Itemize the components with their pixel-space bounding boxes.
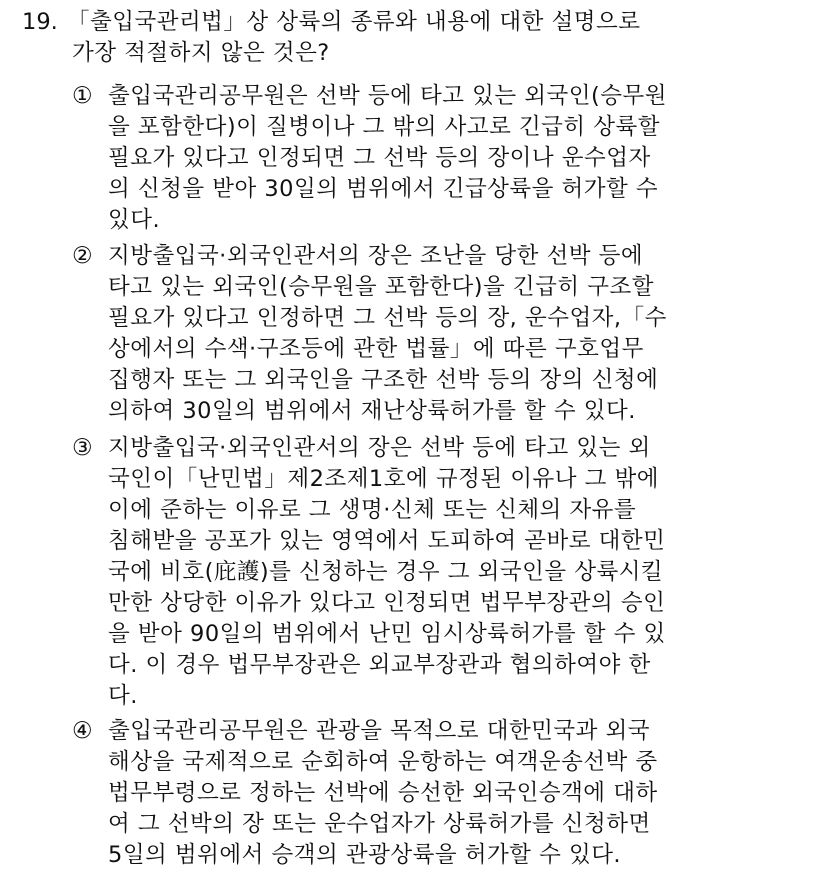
option-line: 해상을 국제적으로 순회하여 운항하는 여객운송선박 중	[108, 749, 658, 775]
option-line: 타고 있는 외국인(승무원을 포함한다)을 긴급히 구조할	[108, 274, 654, 300]
option-line: 의하여 30일의 범위에서 재난상륙허가를 할 수 있다.	[108, 398, 636, 424]
option-line: 만한 상당한 이유가 있다고 인정되면 법무부장관의 승인	[108, 590, 666, 616]
option-line: 을 받아 90일의 범위에서 난민 임시상륙허가를 할 수 있	[108, 621, 666, 647]
option-line: 의 신청을 받아 30일의 범위에서 긴급상륙을 허가할 수	[108, 176, 659, 202]
option-line: 5일의 범위에서 승객의 관광상륙을 허가할 수 있다.	[108, 842, 622, 868]
option-line: 출입국관리공무원은 선박 등에 타고 있는 외국인(승무원	[108, 83, 667, 109]
option-line: 필요가 있다고 인정되면 그 선박 등의 장이나 운수업자	[108, 145, 651, 171]
option-marker: ④	[72, 718, 93, 744]
option-line: 국에 비호(庇護)를 신청하는 경우 그 외국인을 상륙시킬	[108, 559, 664, 585]
question-stem-line: 가장 적절하지 않은 것은?	[72, 40, 330, 66]
option-marker: ②	[72, 243, 93, 269]
option-line: 국인이「난민법」제2조제1호에 규정된 이유나 그 밖에	[108, 466, 659, 492]
option-line: 필요가 있다고 인정하면 그 선박 등의 장, 운수업자,「수	[108, 305, 667, 331]
option-line: 여 그 선박의 장 또는 운수업자가 상륙허가를 신청하면	[108, 811, 651, 837]
option-line: 침해받을 공포가 있는 영역에서 도피하여 곧바로 대한민	[108, 528, 666, 554]
option-line: 있다.	[108, 207, 161, 233]
question-number: 19.	[22, 9, 58, 35]
option-line: 집행자 또는 그 외국인을 구조한 선박 등의 장의 신청에	[108, 367, 659, 393]
option-line: 지방출입국·외국인관서의 장은 조난을 당한 선박 등에	[108, 243, 644, 269]
option-line: 을 포함한다)이 질병이나 그 밖의 사고로 긴급히 상륙할	[108, 114, 661, 140]
question-stem-line: 「출입국관리법」상 상륙의 종류와 내용에 대한 설명으로	[67, 9, 641, 35]
option-line: 이에 준하는 이유로 그 생명·신체 또는 신체의 자유를	[108, 497, 637, 523]
option-line: 상에서의 수색·구조등에 관한 법률」에 따른 구호업무	[108, 336, 644, 362]
option-line: 다.	[108, 683, 138, 709]
option-line: 법무부령으로 정하는 선박에 승선한 외국인승객에 대하	[108, 780, 658, 806]
option-marker: ①	[72, 83, 93, 109]
option-line: 출입국관리공무원은 관광을 목적으로 대한민국과 외국	[108, 718, 651, 744]
option-line: 다. 이 경우 법무부장관은 외교부장관과 협의하여야 한	[108, 652, 651, 678]
option-marker: ③	[72, 435, 93, 461]
option-line: 지방출입국·외국인관서의 장은 선박 등에 타고 있는 외	[108, 435, 651, 461]
